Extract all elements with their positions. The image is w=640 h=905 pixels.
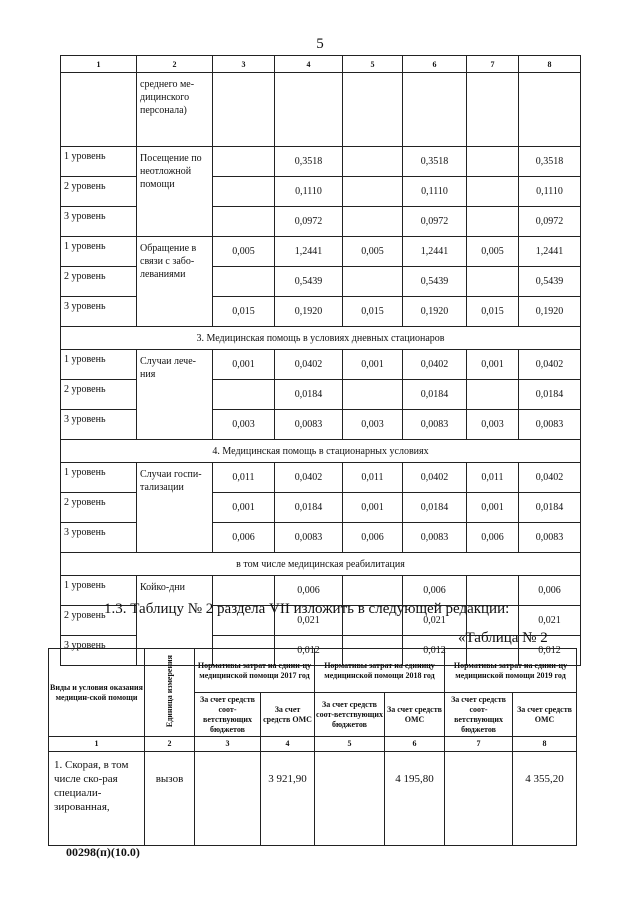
group-2017-header: Нормативы затрат на едини-цу медицинской помощи 2017 год [195,649,315,693]
column-number: 8 [513,737,577,752]
cost-norms-table [48,648,577,846]
service-type-cell: 1. Скорая, в том числе ско-рая специали-зированная, [49,752,145,846]
value-cell: 0,021 [403,606,467,636]
page-number: 5 [316,36,324,52]
level-cell: 3 уровень [61,410,137,440]
value-cell: 4 195,80 [385,752,445,846]
value-cell [343,177,403,207]
empty-cell [275,73,343,147]
value-cell: 0,0402 [403,463,467,493]
value-cell: 0,3518 [403,147,467,177]
column-number: 5 [343,56,403,73]
level-cell: 1 уровень [61,350,137,380]
value-cell: 0,3518 [275,147,343,177]
value-cell: 0,015 [213,297,275,327]
value-cell: 0,0402 [403,350,467,380]
empty-cell [467,73,519,147]
column-number-row [49,737,577,752]
group-2018-header: Нормативы затрат на единицу медицинской помощи 2018 год [315,649,445,693]
value-cell: 0,001 [213,350,275,380]
value-cell: 0,0184 [403,380,467,410]
group-2019-header: Нормативы затрат на едини-цу медицинской помощи 2019 год [445,649,577,693]
level-cell: 2 уровень [61,267,137,297]
value-cell [213,380,275,410]
unit-header-text: Единица измерения [164,654,174,728]
value-cell [467,147,519,177]
value-cell: 0,0402 [275,350,343,380]
value-cell: 0,0083 [519,523,581,553]
value-cell: 0,0083 [275,410,343,440]
value-cell: 0,005 [213,237,275,267]
oms-subheader: За счет средств ОМС [261,693,315,737]
value-cell: 0,011 [343,463,403,493]
value-cell [467,380,519,410]
column-number: 8 [519,56,581,73]
column-number: 7 [445,737,513,752]
norms-table [60,55,581,666]
section-row [61,327,581,350]
value-cell [467,177,519,207]
value-cell: 0,005 [467,237,519,267]
value-cell: 0,1110 [275,177,343,207]
value-cell: 1,2441 [519,237,581,267]
value-cell: 0,015 [467,297,519,327]
value-cell: 0,005 [343,237,403,267]
value-cell: 0,006 [467,523,519,553]
value-cell: 0,0184 [519,380,581,410]
level-cell: 2 уровень [61,177,137,207]
empty-cell [403,73,467,147]
level-cell: 3 уровень [61,207,137,237]
value-cell: 0,012 [403,636,467,666]
column-number: 3 [195,737,261,752]
value-cell [343,147,403,177]
empty-cell [343,73,403,147]
level-row [61,147,581,177]
value-cell: 1,2441 [275,237,343,267]
value-cell [343,207,403,237]
value-cell: 0,3518 [519,147,581,177]
oms-subheader: За счет средств ОМС [513,693,577,737]
column-number: 4 [261,737,315,752]
section-title: в том числе медицинская реабилитация [61,553,581,576]
column-number: 5 [315,737,385,752]
value-cell: 0,0083 [403,523,467,553]
oms-subheader: За счет средств ОМС [385,693,445,737]
level-row [61,463,581,493]
continuation-text: среднего ме- дицинского персонала) [137,73,213,147]
value-cell: 0,012 [519,636,581,666]
value-cell: 0,0972 [519,207,581,237]
level-row [61,237,581,267]
value-cell: 0,001 [343,350,403,380]
continuation-row [61,73,581,147]
value-cell: 0,0184 [275,493,343,523]
value-cell: 0,006 [213,523,275,553]
value-cell [213,147,275,177]
value-cell: 3 921,90 [261,752,315,846]
column-number: 6 [403,56,467,73]
value-cell: 0,1920 [275,297,343,327]
indicator-name-cell: Койко-дни [137,576,213,666]
section-heading: 1.3. Таблицу № 2 раздела VII изложить в следующей редакции: [104,601,510,617]
budget-subheader: За счет средств соот-ветствующих бюджетов [445,693,513,737]
value-cell: 0,5439 [519,267,581,297]
indicator-name-cell: Посещение по неотложной помощи [137,147,213,237]
value-cell: 0,001 [467,493,519,523]
value-cell: 0,1110 [403,177,467,207]
value-cell [213,207,275,237]
empty-cell [61,73,137,147]
value-cell: 0,001 [213,493,275,523]
table-label: «Таблица № 2 [458,630,548,646]
value-cell: 0,003 [467,410,519,440]
column-number: 1 [49,737,145,752]
value-cell: 0,0083 [403,410,467,440]
indicator-name-cell: Обращение в связи с забо- леваниями [137,237,213,327]
indicator-name-cell: Случаи лече- ния [137,350,213,440]
value-cell: 0,006 [519,576,581,606]
level-cell: 1 уровень [61,463,137,493]
level-cell: 3 уровень [61,523,137,553]
unit-cell: вызов [145,752,195,846]
section-title: 3. Медицинская помощь в условиях дневных стационаров [61,327,581,350]
value-cell [343,380,403,410]
norms-table-body [61,56,581,666]
value-cell [343,267,403,297]
column-number: 4 [275,56,343,73]
section-row [61,440,581,463]
empty-cell [519,73,581,147]
value-cell: 0,0083 [275,523,343,553]
value-cell: 0,001 [467,350,519,380]
value-cell [213,267,275,297]
empty-cell [213,73,275,147]
value-cell: 0,021 [275,606,343,636]
document-code: 00298(п)(10.0) [66,845,140,859]
column-number-row [61,56,581,73]
value-cell: 0,1920 [519,297,581,327]
value-cell: 0,001 [343,493,403,523]
level-cell: 2 уровень [61,493,137,523]
column-number: 2 [137,56,213,73]
value-cell: 0,1920 [403,297,467,327]
value-cell [213,177,275,207]
column-number: 3 [213,56,275,73]
value-cell: 0,0184 [519,493,581,523]
unit-header [145,649,195,737]
value-cell: 0,0402 [519,350,581,380]
column-number: 7 [467,56,519,73]
value-cell [467,267,519,297]
value-cell: 0,012 [275,636,343,666]
column-number: 2 [145,737,195,752]
value-cell [195,752,261,846]
section-title: 4. Медицинская помощь в стационарных условиях [61,440,581,463]
level-cell: 2 уровень [61,380,137,410]
value-cell: 0,5439 [275,267,343,297]
budget-subheader: За счет средств соот-ветствующих бюджетов [315,693,385,737]
value-cell [315,752,385,846]
value-cell: 1,2441 [403,237,467,267]
value-cell [467,207,519,237]
value-cell: 0,006 [275,576,343,606]
level-cell: 2 уровень [61,606,137,636]
group-header-row [49,649,577,693]
value-cell: 0,0402 [275,463,343,493]
value-cell: 4 355,20 [513,752,577,846]
level-cell: 1 уровень [61,147,137,177]
value-cell: 0,003 [343,410,403,440]
value-cell: 0,011 [213,463,275,493]
value-cell: 0,006 [403,576,467,606]
section-row [61,553,581,576]
value-cell: 0,015 [343,297,403,327]
column-number: 6 [385,737,445,752]
value-cell: 0,0184 [403,493,467,523]
value-cell: 0,006 [343,523,403,553]
value-cell: 0,0972 [275,207,343,237]
value-cell: 0,021 [519,606,581,636]
level-cell: 1 уровень [61,576,137,606]
value-cell [445,752,513,846]
level-cell: 3 уровень [61,297,137,327]
column-number: 1 [61,56,137,73]
budget-subheader: За счет средств соот-ветствующих бюджетов [195,693,261,737]
value-cell: 0,0402 [519,463,581,493]
value-cell: 0,0972 [403,207,467,237]
service-type-header: Виды и условия оказания медицин-ской помощи [49,649,145,737]
level-cell: 1 уровень [61,237,137,267]
value-cell: 0,0083 [519,410,581,440]
indicator-name-cell: Случаи госпи- тализации [137,463,213,553]
value-cell: 0,5439 [403,267,467,297]
level-cell: 3 уровень [61,636,137,666]
value-cell: 0,1110 [519,177,581,207]
value-cell: 0,003 [213,410,275,440]
value-cell: 0,0184 [275,380,343,410]
data-row [49,752,577,846]
level-row [61,350,581,380]
value-cell: 0,011 [467,463,519,493]
